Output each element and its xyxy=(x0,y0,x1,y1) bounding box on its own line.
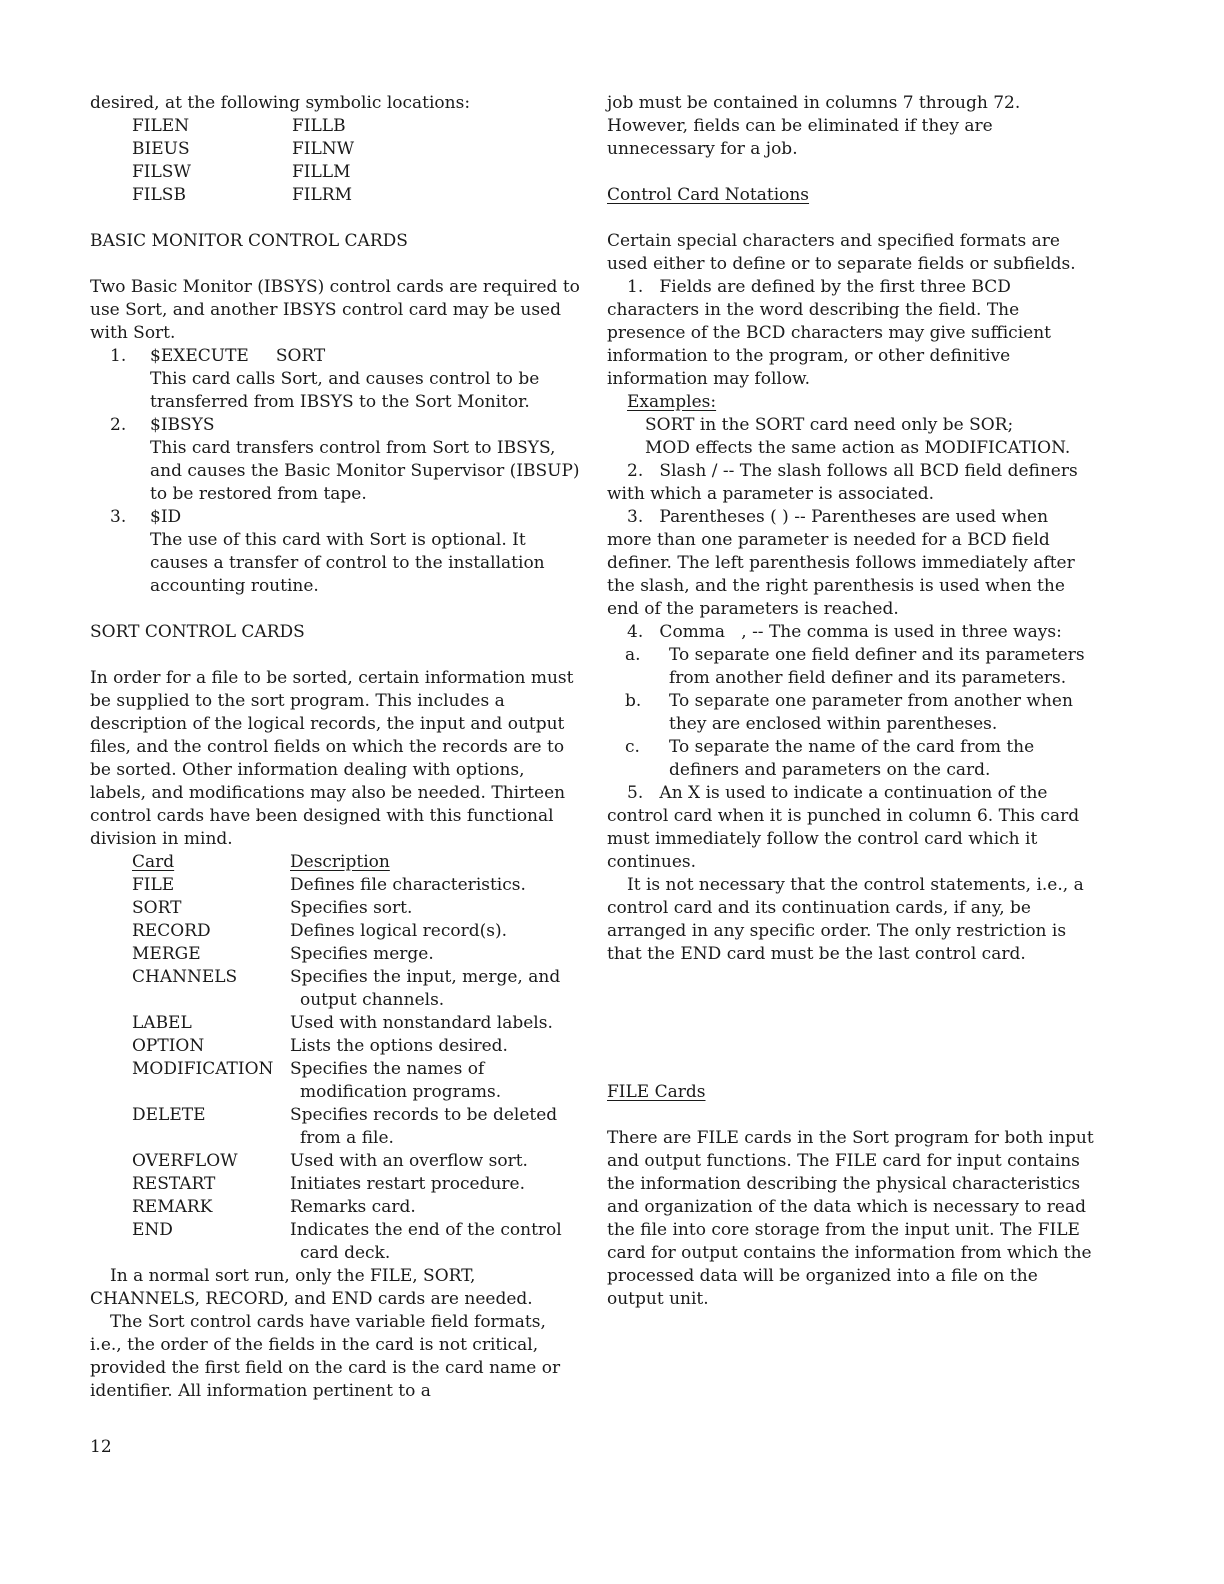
card-description: Used with nonstandard labels. xyxy=(290,1013,553,1033)
file-cards-heading: FILE Cards xyxy=(607,1082,706,1102)
card-description: Specifies sort. xyxy=(290,898,413,918)
notation-item-5: 5. An X is used to indicate a continuation of the control card when it is punched in column 6. This card must immediately follow the control card which it continues. xyxy=(607,783,1085,872)
item-description: This card transfers control from Sort to IBSYS, and causes the Basic Monitor Supervisor (IBSUP) to be restored from tape. xyxy=(150,438,580,504)
notations-paragraph: Certain special characters and specified formats are used either to define or to separate fields or subfields. xyxy=(607,231,1076,274)
card-name: RECORD xyxy=(132,921,211,941)
symbolic-locations-table xyxy=(132,115,580,207)
item-text: To separate one field definer and its parameters from another field definer and its parameters. xyxy=(669,645,1085,688)
table-row xyxy=(132,874,580,897)
item-number: 2. xyxy=(110,415,127,435)
table-row xyxy=(132,1012,580,1035)
item-number: 3. xyxy=(110,507,127,527)
continuation-paragraph: job must be contained in columns 7 through 72. However, fields can be eliminated if they are unnecessary for a job. xyxy=(607,93,1021,159)
list-item xyxy=(90,506,580,598)
basic-monitor-heading: BASIC MONITOR CONTROL CARDS xyxy=(90,231,408,251)
item-title: $EXECUTE SORT xyxy=(150,346,326,366)
table-row xyxy=(132,1035,580,1058)
card-name: RESTART xyxy=(132,1174,216,1194)
card-description: Specifies the input, merge, and output channels. xyxy=(290,967,561,1010)
card-name: CHANNELS xyxy=(132,967,238,987)
card-name: FILE xyxy=(132,875,175,895)
list-item xyxy=(90,414,580,506)
basic-monitor-paragraph: Two Basic Monitor (IBSYS) control cards are required to use Sort, and another IBSYS control card may be used with Sort. xyxy=(90,277,580,343)
card-name: OPTION xyxy=(132,1036,205,1056)
notation-item-3: 3. Parentheses ( ) -- Parentheses are used when more than one parameter is needed for a BCD field definer. The left parenthesis follows immediately after the slash, and the right parenthesis is used when the end of the parameters is reached. xyxy=(607,507,1081,619)
table-row xyxy=(132,1104,580,1150)
control-card-notations-heading: Control Card Notations xyxy=(607,185,810,205)
symbol-cell: FILEN xyxy=(132,116,190,136)
card-description: Initiates restart procedure. xyxy=(290,1174,526,1194)
table-row xyxy=(132,1058,580,1104)
notation-item-1: 1. Fields are defined by the first three BCD characters in the word describing the field. The presence of the BCD characters may give sufficient information to the program, or other definitive information may follow. xyxy=(607,277,1057,389)
table-header-row xyxy=(132,851,580,874)
card-name: END xyxy=(132,1220,173,1240)
list-item xyxy=(607,736,1097,782)
item-description: This card calls Sort, and causes control to be transferred from IBSYS to the Sort Monitor. xyxy=(150,369,540,412)
example-line: SORT in the SORT card need only be SOR; xyxy=(645,415,1014,435)
card-name: MODIFICATION xyxy=(132,1059,274,1079)
symbol-cell: FILSB xyxy=(132,185,186,205)
symbol-row xyxy=(132,161,580,184)
table-row xyxy=(132,1219,580,1265)
symbol-cell: FILLM xyxy=(292,162,351,182)
list-item xyxy=(607,644,1097,690)
right-column xyxy=(607,92,1097,1311)
card-description: Specifies records to be deleted from a file. xyxy=(290,1105,558,1148)
card-name: SORT xyxy=(132,898,182,918)
card-name: MERGE xyxy=(132,944,201,964)
symbol-cell: FILSW xyxy=(132,162,191,182)
table-row xyxy=(132,1150,580,1173)
table-row xyxy=(132,966,580,1012)
list-item xyxy=(90,345,580,414)
card-name: OVERFLOW xyxy=(132,1151,238,1171)
intro-line: desired, at the following symbolic locations: xyxy=(90,93,471,113)
symbol-cell: FILNW xyxy=(292,139,355,159)
table-row xyxy=(132,1196,580,1219)
card-description: Specifies merge. xyxy=(290,944,434,964)
card-description: Defines file characteristics. xyxy=(290,875,526,895)
file-cards-paragraph: There are FILE cards in the Sort program for both input and output functions. The FILE card for input contains the information describing the physical characteristics and organization of the data which is necessary to read the file into core storage from the input unit. The FILE card for output contains the information from which the processed data will be organized into a file on the output unit. xyxy=(607,1128,1094,1309)
order-paragraph: It is not necessary that the control statements, i.e., a control card and its continuation cards, if any, be arranged in any specific order. The only restriction is that the END card must be the last control card. xyxy=(607,875,1084,964)
item-title: $IBSYS xyxy=(150,415,215,435)
item-title: $ID xyxy=(150,507,182,527)
table-row xyxy=(132,1173,580,1196)
control-cards-table xyxy=(132,851,580,1265)
notation-item-4: 4. Comma , -- The comma is used in three ways: xyxy=(627,622,1062,642)
card-description: Indicates the end of the control card deck. xyxy=(290,1220,562,1263)
symbol-cell: FILLB xyxy=(292,116,346,136)
card-description: Specifies the names of modification programs. xyxy=(290,1059,502,1102)
card-name: DELETE xyxy=(132,1105,206,1125)
description-column-header: Description xyxy=(290,852,390,872)
symbol-row xyxy=(132,138,580,161)
card-name: REMARK xyxy=(132,1197,213,1217)
sort-control-paragraph: In order for a file to be sorted, certain information must be supplied to the sort program. This includes a description of the logical records, the input and output files, and the control fields on which the records are to be sorted. Other information dealing with options, labels, and modifications may also be needed. Thirteen control cards have been designed with this functional division in mind. xyxy=(90,668,574,849)
variable-format-paragraph: The Sort control cards have variable field formats, i.e., the order of the fields in the card is not critical, provided the first field on the card is the card name or identifier. All information pertinent to a xyxy=(90,1312,561,1401)
item-letter: b. xyxy=(625,691,642,711)
table-row xyxy=(132,943,580,966)
item-letter: c. xyxy=(625,737,640,757)
card-description: Defines logical record(s). xyxy=(290,921,507,941)
normal-run-paragraph: In a normal sort run, only the FILE, SORT, CHANNELS, RECORD, and END cards are needed. xyxy=(90,1266,533,1309)
item-text: To separate the name of the card from the definers and parameters on the card. xyxy=(669,737,1035,780)
item-description: The use of this card with Sort is optional. It causes a transfer of control to the installation accounting routine. xyxy=(150,530,545,596)
item-text: To separate one parameter from another when they are enclosed within parentheses. xyxy=(669,691,1073,734)
comma-uses-list xyxy=(607,644,1097,782)
left-column xyxy=(90,92,580,1403)
item-letter: a. xyxy=(625,645,641,665)
table-row xyxy=(132,920,580,943)
card-description: Remarks card. xyxy=(290,1197,416,1217)
basic-monitor-list xyxy=(90,345,580,598)
table-row xyxy=(132,897,580,920)
symbol-row xyxy=(132,115,580,138)
symbol-cell: FILRM xyxy=(292,185,353,205)
card-column-header: Card xyxy=(132,852,175,872)
list-item xyxy=(607,690,1097,736)
symbol-row xyxy=(132,184,580,207)
examples-label: Examples: xyxy=(627,392,717,412)
card-description: Used with an overflow sort. xyxy=(290,1151,528,1171)
sort-control-heading: SORT CONTROL CARDS xyxy=(90,622,305,642)
notation-item-2: 2. Slash / -- The slash follows all BCD field definers with which a parameter is associated. xyxy=(607,461,1084,504)
symbol-cell: BIEUS xyxy=(132,139,190,159)
page-number: 12 xyxy=(90,1437,112,1457)
card-description: Lists the options desired. xyxy=(290,1036,508,1056)
example-line: MOD effects the same action as MODIFICATION. xyxy=(645,438,1071,458)
item-number: 1. xyxy=(110,346,127,366)
card-name: LABEL xyxy=(132,1013,192,1033)
